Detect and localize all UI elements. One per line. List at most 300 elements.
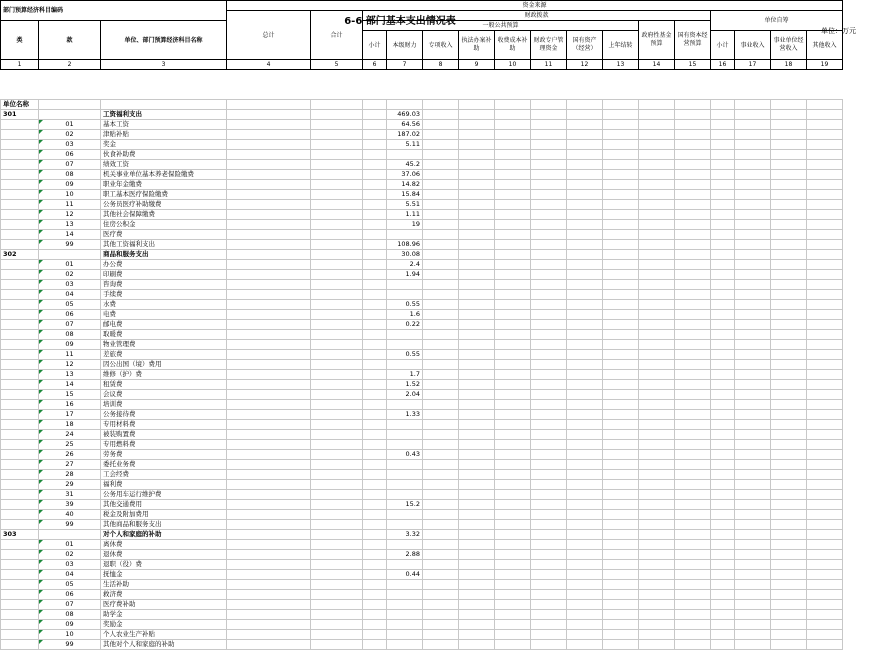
lei-cell [1, 180, 39, 190]
empty-cell [711, 370, 735, 380]
empty-cell [603, 470, 639, 480]
lei-cell [1, 200, 39, 210]
empty-cell [807, 220, 843, 230]
empty-cell [363, 110, 387, 120]
empty-cell [675, 620, 711, 630]
empty-cell [363, 480, 387, 490]
lei-cell [1, 340, 39, 350]
kuan-cell: 07 [39, 320, 101, 330]
empty-cell [771, 580, 807, 590]
empty-cell [603, 180, 639, 190]
empty-cell [711, 600, 735, 610]
empty-cell [311, 140, 363, 150]
lei-cell [1, 400, 39, 410]
empty-cell [567, 220, 603, 230]
empty-cell [363, 250, 387, 260]
empty-cell [459, 300, 495, 310]
lei-cell [1, 230, 39, 240]
bjcl-cell: 0.55 [387, 350, 423, 360]
empty-cell [771, 340, 807, 350]
empty-cell [771, 280, 807, 290]
empty-cell [423, 370, 459, 380]
empty-cell [459, 460, 495, 470]
empty-cell [771, 130, 807, 140]
bjcl-cell: 2.04 [387, 390, 423, 400]
empty-cell [675, 360, 711, 370]
empty-cell [771, 320, 807, 330]
kuan-cell: 11 [39, 350, 101, 360]
empty-cell [567, 400, 603, 410]
kuan-cell: 14 [39, 380, 101, 390]
empty-cell [227, 270, 311, 280]
table-row [1, 360, 843, 370]
empty-cell [567, 120, 603, 130]
empty-cell [363, 550, 387, 560]
empty-cell [735, 560, 771, 570]
lei-cell [1, 260, 39, 270]
lei-cell [1, 300, 39, 310]
snjz-header: 上年结转 [603, 31, 639, 60]
empty-cell [639, 440, 675, 450]
empty-cell [531, 380, 567, 390]
empty-cell [807, 290, 843, 300]
lei-cell [1, 210, 39, 220]
bjcl-cell [387, 610, 423, 620]
empty-cell [311, 380, 363, 390]
empty-cell [423, 520, 459, 530]
bjcl-cell [387, 520, 423, 530]
empty-cell [459, 200, 495, 210]
bjcl-cell [387, 330, 423, 340]
empty-cell [735, 600, 771, 610]
column-number: 7 [387, 60, 423, 70]
empty-cell [423, 200, 459, 210]
table-row [1, 170, 843, 180]
empty-cell [423, 310, 459, 320]
empty-cell [735, 370, 771, 380]
bjcl-cell: 0.44 [387, 570, 423, 580]
empty-cell [423, 480, 459, 490]
empty-cell [363, 460, 387, 470]
empty-cell [711, 420, 735, 430]
empty-cell [311, 130, 363, 140]
lei-cell [1, 440, 39, 450]
empty-cell [423, 630, 459, 640]
empty-cell [423, 410, 459, 420]
bjcl-cell [387, 230, 423, 240]
empty-cell [567, 360, 603, 370]
empty-cell [675, 170, 711, 180]
kuan-cell [39, 110, 101, 120]
kuan-cell: 40 [39, 510, 101, 520]
kuan-cell: 99 [39, 640, 101, 650]
empty-cell [735, 620, 771, 630]
empty-cell [531, 280, 567, 290]
empty-cell [639, 410, 675, 420]
empty-cell [495, 370, 531, 380]
empty-cell [311, 480, 363, 490]
kuan-cell: 25 [39, 440, 101, 450]
empty-cell [711, 450, 735, 460]
bjcl-cell [387, 460, 423, 470]
empty-cell [459, 550, 495, 560]
empty-cell [311, 640, 363, 650]
empty-cell [771, 420, 807, 430]
bjcl-cell [387, 440, 423, 450]
kuan-cell: 01 [39, 260, 101, 270]
empty-cell [711, 460, 735, 470]
empty-cell [311, 270, 363, 280]
empty-cell [735, 590, 771, 600]
empty-cell [711, 500, 735, 510]
bjcl-cell: 14.82 [387, 180, 423, 190]
empty-cell [675, 380, 711, 390]
empty-cell [771, 200, 807, 210]
empty-cell [311, 590, 363, 600]
empty-cell [711, 150, 735, 160]
empty-cell [675, 310, 711, 320]
empty-cell [771, 260, 807, 270]
empty-cell [807, 110, 843, 120]
name-cell: 医疗费 [101, 230, 227, 240]
empty-cell [735, 490, 771, 500]
empty-cell [807, 610, 843, 620]
empty-cell [311, 600, 363, 610]
empty-cell [459, 430, 495, 440]
empty-cell [363, 120, 387, 130]
empty-cell [423, 560, 459, 570]
empty-cell [423, 110, 459, 120]
bjcl-cell [387, 540, 423, 550]
empty-cell [807, 540, 843, 550]
empty-cell [603, 390, 639, 400]
empty-cell [363, 220, 387, 230]
table-row [1, 390, 843, 400]
empty-cell [603, 420, 639, 430]
empty-cell [735, 350, 771, 360]
bjcl-cell [387, 490, 423, 500]
lei-cell [1, 190, 39, 200]
empty-cell [495, 170, 531, 180]
name-cell: 被装购置费 [101, 430, 227, 440]
bjcl-cell [387, 480, 423, 490]
empty-cell [675, 330, 711, 340]
gyzc-header: 国有资产（经营） [567, 31, 603, 60]
zxsr-header: 专项收入 [423, 31, 459, 60]
empty-cell [311, 450, 363, 460]
kuan-cell: 06 [39, 590, 101, 600]
empty-cell [311, 500, 363, 510]
bjcl-cell: 469.03 [387, 110, 423, 120]
empty-cell [711, 250, 735, 260]
column-number: 5 [311, 60, 363, 70]
empty-cell [459, 160, 495, 170]
empty-cell [311, 110, 363, 120]
name-cell: 住房公积金 [101, 220, 227, 230]
empty-cell [363, 560, 387, 570]
bjcl-cell [387, 560, 423, 570]
name-cell: 生活补助 [101, 580, 227, 590]
empty-cell [675, 230, 711, 240]
name-cell: 退职（役）费 [101, 560, 227, 570]
kuan-cell: 08 [39, 330, 101, 340]
name-cell: 基本工资 [101, 120, 227, 130]
lei-cell [1, 140, 39, 150]
column-number: 6 [363, 60, 387, 70]
name-cell: 办公费 [101, 260, 227, 270]
empty-cell [311, 430, 363, 440]
empty-cell [711, 320, 735, 330]
empty-cell [227, 100, 311, 110]
empty-cell [771, 410, 807, 420]
bjcl-cell: 15.2 [387, 500, 423, 510]
empty-cell [711, 380, 735, 390]
table-row [1, 200, 843, 210]
empty-cell [639, 220, 675, 230]
table-row [1, 380, 843, 390]
empty-cell [423, 640, 459, 650]
empty-cell [495, 220, 531, 230]
empty-cell [807, 130, 843, 140]
lei-cell [1, 600, 39, 610]
empty-cell [711, 350, 735, 360]
empty-cell [711, 200, 735, 210]
bjcl-cell: 1.6 [387, 310, 423, 320]
empty-cell [459, 190, 495, 200]
empty-cell [363, 600, 387, 610]
empty-cell [675, 350, 711, 360]
lei-cell: 303 [1, 530, 39, 540]
kuan-cell: 13 [39, 220, 101, 230]
empty-cell [675, 100, 711, 110]
empty-cell [639, 130, 675, 140]
empty-cell [423, 340, 459, 350]
empty-cell [711, 570, 735, 580]
column-number: 18 [771, 60, 807, 70]
empty-cell [227, 460, 311, 470]
empty-cell [227, 180, 311, 190]
empty-cell [363, 640, 387, 650]
empty-cell [363, 100, 387, 110]
empty-cell [531, 180, 567, 190]
empty-cell [459, 570, 495, 580]
name-cell: 奖励金 [101, 620, 227, 630]
column-number: 11 [531, 60, 567, 70]
empty-cell [227, 510, 311, 520]
empty-cell [639, 320, 675, 330]
empty-cell [711, 440, 735, 450]
empty-cell [567, 630, 603, 640]
bjcl-cell [387, 630, 423, 640]
column-number: 10 [495, 60, 531, 70]
empty-cell [771, 460, 807, 470]
empty-cell [227, 360, 311, 370]
empty-cell [567, 350, 603, 360]
empty-cell [531, 230, 567, 240]
empty-cell [735, 390, 771, 400]
kuan-cell: 12 [39, 360, 101, 370]
lei-cell [1, 350, 39, 360]
empty-cell [603, 610, 639, 620]
empty-cell [675, 280, 711, 290]
kuan-cell: 02 [39, 550, 101, 560]
empty-cell [711, 410, 735, 420]
empty-cell [807, 340, 843, 350]
empty-cell [735, 220, 771, 230]
empty-cell [807, 420, 843, 430]
empty-cell [423, 440, 459, 450]
name-cell: 其他商品和服务支出 [101, 520, 227, 530]
empty-cell [771, 290, 807, 300]
table-row [1, 140, 843, 150]
empty-cell [227, 380, 311, 390]
empty-cell [227, 400, 311, 410]
table-row [1, 410, 843, 420]
empty-cell [735, 400, 771, 410]
empty-cell [807, 140, 843, 150]
empty-cell [423, 460, 459, 470]
empty-cell [459, 150, 495, 160]
empty-cell [771, 120, 807, 130]
kuan-cell: 26 [39, 450, 101, 460]
empty-cell [711, 120, 735, 130]
empty-cell [603, 260, 639, 270]
empty-cell [531, 120, 567, 130]
empty-cell [567, 530, 603, 540]
empty-cell [567, 260, 603, 270]
empty-cell [639, 160, 675, 170]
bjcl-cell [387, 400, 423, 410]
lei-cell [1, 610, 39, 620]
empty-cell [227, 300, 311, 310]
empty-cell [459, 170, 495, 180]
kuan-cell: 99 [39, 240, 101, 250]
empty-cell [735, 330, 771, 340]
name-cell: 退休费 [101, 550, 227, 560]
empty-cell [603, 520, 639, 530]
empty-cell [603, 270, 639, 280]
empty-cell [639, 580, 675, 590]
table-row [1, 550, 843, 560]
empty-cell [495, 540, 531, 550]
empty-cell [807, 280, 843, 290]
empty-cell [495, 100, 531, 110]
column-number: 2 [39, 60, 101, 70]
empty-cell [459, 640, 495, 650]
name-cell: 商品和服务支出 [101, 250, 227, 260]
empty-cell [675, 470, 711, 480]
empty-cell [495, 610, 531, 620]
empty-cell [423, 220, 459, 230]
empty-cell [531, 470, 567, 480]
empty-cell [639, 530, 675, 540]
empty-cell [459, 360, 495, 370]
table-row [1, 150, 843, 160]
name-header: 单位、部门预算经济科目名称 [101, 21, 227, 60]
empty-cell [735, 360, 771, 370]
empty-cell [567, 380, 603, 390]
empty-cell [311, 250, 363, 260]
empty-cell [459, 380, 495, 390]
empty-cell [423, 210, 459, 220]
empty-cell [567, 620, 603, 630]
empty-cell [459, 440, 495, 450]
empty-cell [603, 340, 639, 350]
table-row [1, 500, 843, 510]
bjcl-cell [387, 280, 423, 290]
bjcl-cell [387, 360, 423, 370]
empty-cell [363, 330, 387, 340]
empty-cell [363, 320, 387, 330]
empty-cell [567, 290, 603, 300]
empty-cell [711, 230, 735, 240]
empty-cell [423, 430, 459, 440]
table-row [1, 540, 843, 550]
empty-cell [363, 630, 387, 640]
lei-cell [1, 450, 39, 460]
empty-cell [675, 200, 711, 210]
table-row [1, 580, 843, 590]
empty-cell [807, 400, 843, 410]
name-cell: 其他对个人和家庭的补助 [101, 640, 227, 650]
lei-cell [1, 270, 39, 280]
lei-cell [1, 160, 39, 170]
empty-cell [363, 500, 387, 510]
fiscal-appropriation-header: 财政拨款 [363, 11, 711, 21]
empty-cell [567, 420, 603, 430]
lei-cell [1, 490, 39, 500]
empty-cell [711, 140, 735, 150]
kuan-cell: 08 [39, 610, 101, 620]
empty-cell [567, 590, 603, 600]
empty-cell [227, 390, 311, 400]
empty-cell [735, 300, 771, 310]
column-number: 3 [101, 60, 227, 70]
empty-cell [459, 500, 495, 510]
empty-cell [567, 110, 603, 120]
empty-cell [711, 290, 735, 300]
empty-cell [423, 170, 459, 180]
name-cell: 对个人和家庭的补助 [101, 530, 227, 540]
table-row [1, 120, 843, 130]
empty-cell [227, 230, 311, 240]
empty-cell [495, 250, 531, 260]
empty-cell [807, 500, 843, 510]
empty-cell [531, 440, 567, 450]
empty-cell [459, 130, 495, 140]
empty-cell [423, 330, 459, 340]
empty-cell [495, 300, 531, 310]
bjcl-cell [387, 600, 423, 610]
empty-cell [567, 560, 603, 570]
empty-cell [567, 600, 603, 610]
empty-cell [567, 340, 603, 350]
bjcl-cell: 3.32 [387, 530, 423, 540]
empty-cell [311, 200, 363, 210]
empty-cell [227, 280, 311, 290]
empty-cell [363, 270, 387, 280]
empty-cell [771, 440, 807, 450]
table-row [1, 160, 843, 170]
lei-cell [1, 590, 39, 600]
table-row [1, 640, 843, 650]
name-cell: 专用燃料费 [101, 440, 227, 450]
empty-cell [771, 350, 807, 360]
empty-cell [675, 410, 711, 420]
empty-cell [423, 270, 459, 280]
empty-cell [495, 580, 531, 590]
empty-cell [567, 370, 603, 380]
